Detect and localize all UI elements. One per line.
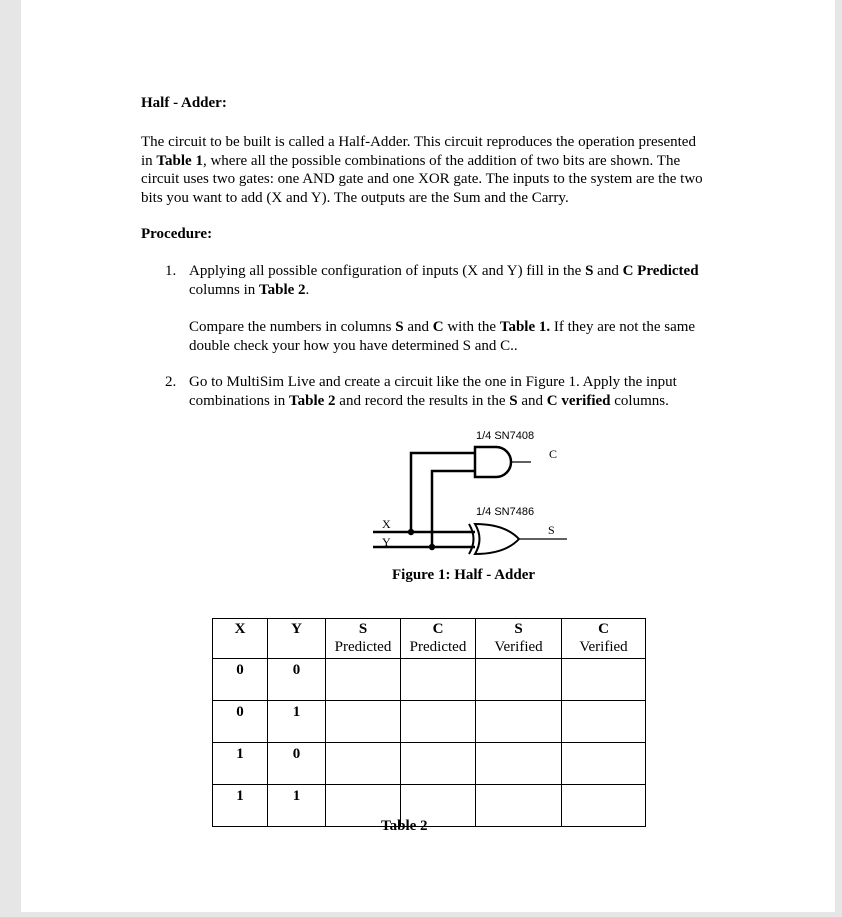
input-y-label: Y xyxy=(382,535,391,549)
cell-s-predicted[interactable] xyxy=(326,743,401,785)
intro-text-1: The circuit to be built is called a Half-Adder. This circuit reproduces the operation presented in xyxy=(141,134,696,169)
cell-c-predicted[interactable] xyxy=(401,743,476,785)
header-label: S xyxy=(358,621,368,637)
cell-c-verified[interactable] xyxy=(562,701,646,743)
step-2-text-b: and record the results in the xyxy=(335,392,510,409)
document-page xyxy=(21,0,835,912)
junction-x xyxy=(408,529,414,535)
header-sublabel: Verified xyxy=(579,639,628,655)
input-x-label: X xyxy=(382,517,391,531)
step-1-bold-table2: Table 2 xyxy=(259,281,306,298)
step-2-bold-s: S xyxy=(509,392,518,409)
cell-s-verified[interactable] xyxy=(476,659,562,701)
header-s-verified xyxy=(476,619,562,659)
wire-y-to-and xyxy=(432,471,475,547)
cell-x xyxy=(213,785,268,827)
cell-x xyxy=(213,659,268,701)
step-1-note-c: with the xyxy=(443,319,500,335)
cell-s-verified[interactable] xyxy=(476,743,562,785)
cell-y xyxy=(268,659,326,701)
table-row xyxy=(213,785,646,827)
cell-c-verified[interactable] xyxy=(562,743,646,785)
half-adder-circuit xyxy=(341,420,581,570)
truth-table xyxy=(212,618,646,827)
cell-s-verified[interactable] xyxy=(476,785,562,827)
header-sublabel: Verified xyxy=(494,639,543,655)
step-2-text-d: columns. xyxy=(610,392,669,409)
table-row xyxy=(213,743,646,785)
output-s-label: S xyxy=(548,523,555,537)
step-1-text xyxy=(189,262,709,299)
and-gate-label: 1/4 SN7408 xyxy=(476,430,535,442)
cell-c-predicted[interactable] xyxy=(401,659,476,701)
step-2-text xyxy=(189,373,734,410)
step-1-note-a: Compare the numbers in columns xyxy=(189,319,396,335)
header-s-predicted xyxy=(326,619,401,659)
intro-paragraph xyxy=(141,133,711,207)
step-1-number: 1. xyxy=(165,263,177,279)
step-1-note-bold-c: C xyxy=(432,319,444,335)
header-x xyxy=(213,619,268,659)
step-2-bold-c-verified: C verified xyxy=(546,392,611,409)
cell-c-verified[interactable] xyxy=(562,785,646,827)
step-2-bold-table2: Table 2 xyxy=(289,392,336,409)
header-sublabel: Predicted xyxy=(409,639,467,655)
header-c-predicted xyxy=(401,619,476,659)
cell-x xyxy=(213,701,268,743)
header-label: Y xyxy=(291,621,302,637)
table-caption: Table 2 xyxy=(381,818,428,834)
cell-value: 1 xyxy=(236,788,244,804)
cell-y xyxy=(268,701,326,743)
cell-s-predicted[interactable] xyxy=(326,701,401,743)
cell-value: 1 xyxy=(236,746,244,762)
cell-c-predicted[interactable] xyxy=(401,701,476,743)
step-1-text-a: Applying all possible configuration of inputs (X and Y) fill in the xyxy=(189,263,586,279)
cell-y xyxy=(268,785,326,827)
cell-x xyxy=(213,743,268,785)
header-y xyxy=(268,619,326,659)
intro-text-2: , where all the possible combinations of the addition of two bits are shown. The circuit uses two gates: one AND gate and one XOR gate. The inputs to the system are the two bits you want to add (X and Y). The outputs are the Sum and the Carry. xyxy=(141,152,703,206)
step-2-number: 2. xyxy=(165,374,177,390)
cell-c-verified[interactable] xyxy=(562,659,646,701)
header-label: S xyxy=(514,621,523,637)
cell-value: 0 xyxy=(236,662,244,678)
header-c-verified xyxy=(562,619,646,659)
step-1-note-bold-table1: Table 1. xyxy=(499,319,551,335)
cell-y xyxy=(268,743,326,785)
figure-caption: Figure 1: Half - Adder xyxy=(392,567,536,583)
header-label: C xyxy=(432,621,444,637)
cell-s-verified[interactable] xyxy=(476,701,562,743)
cell-s-predicted[interactable] xyxy=(326,659,401,701)
step-1-note xyxy=(189,318,729,355)
step-2-text-c: and xyxy=(517,392,547,409)
xor-gate-back-curve xyxy=(469,524,474,554)
cell-value: 0 xyxy=(292,662,301,678)
intro-table-ref: Table 1 xyxy=(156,152,203,169)
section-heading: Half - Adder: xyxy=(141,95,227,111)
step-1-text-b: and xyxy=(593,263,623,279)
table-header-row xyxy=(213,619,646,659)
step-1-note-b: and xyxy=(403,319,433,335)
cell-value: 0 xyxy=(292,746,301,762)
table-row xyxy=(213,659,646,701)
step-1-text-d: . xyxy=(305,281,310,298)
cell-value: 1 xyxy=(292,788,301,804)
and-gate xyxy=(475,447,511,477)
xor-gate xyxy=(475,524,519,554)
step-1-bold-s: S xyxy=(585,263,594,279)
step-1-note-d: If they are not the same double check your how you have determined S and C.. xyxy=(189,319,696,354)
xor-gate-label: 1/4 SN7486 xyxy=(476,506,535,518)
header-sublabel: Predicted xyxy=(334,639,392,655)
procedure-heading: Procedure: xyxy=(141,226,213,242)
cell-value: 1 xyxy=(292,704,301,720)
header-label: C xyxy=(598,621,609,637)
step-1-bold-c-predicted: C Predicted xyxy=(622,263,699,279)
output-c-label: C xyxy=(549,447,558,461)
step-1-text-c: columns in xyxy=(189,281,259,298)
table-row xyxy=(213,701,646,743)
junction-y xyxy=(429,544,435,550)
cell-value: 0 xyxy=(236,704,244,720)
header-label: X xyxy=(234,621,246,637)
step-2-text-a: Go to MultiSim Live and create a circuit like the one in Figure 1. Apply the input combinations in xyxy=(189,374,677,409)
wire-x-to-and xyxy=(411,453,475,532)
step-1-note-bold-s: S xyxy=(395,319,404,335)
